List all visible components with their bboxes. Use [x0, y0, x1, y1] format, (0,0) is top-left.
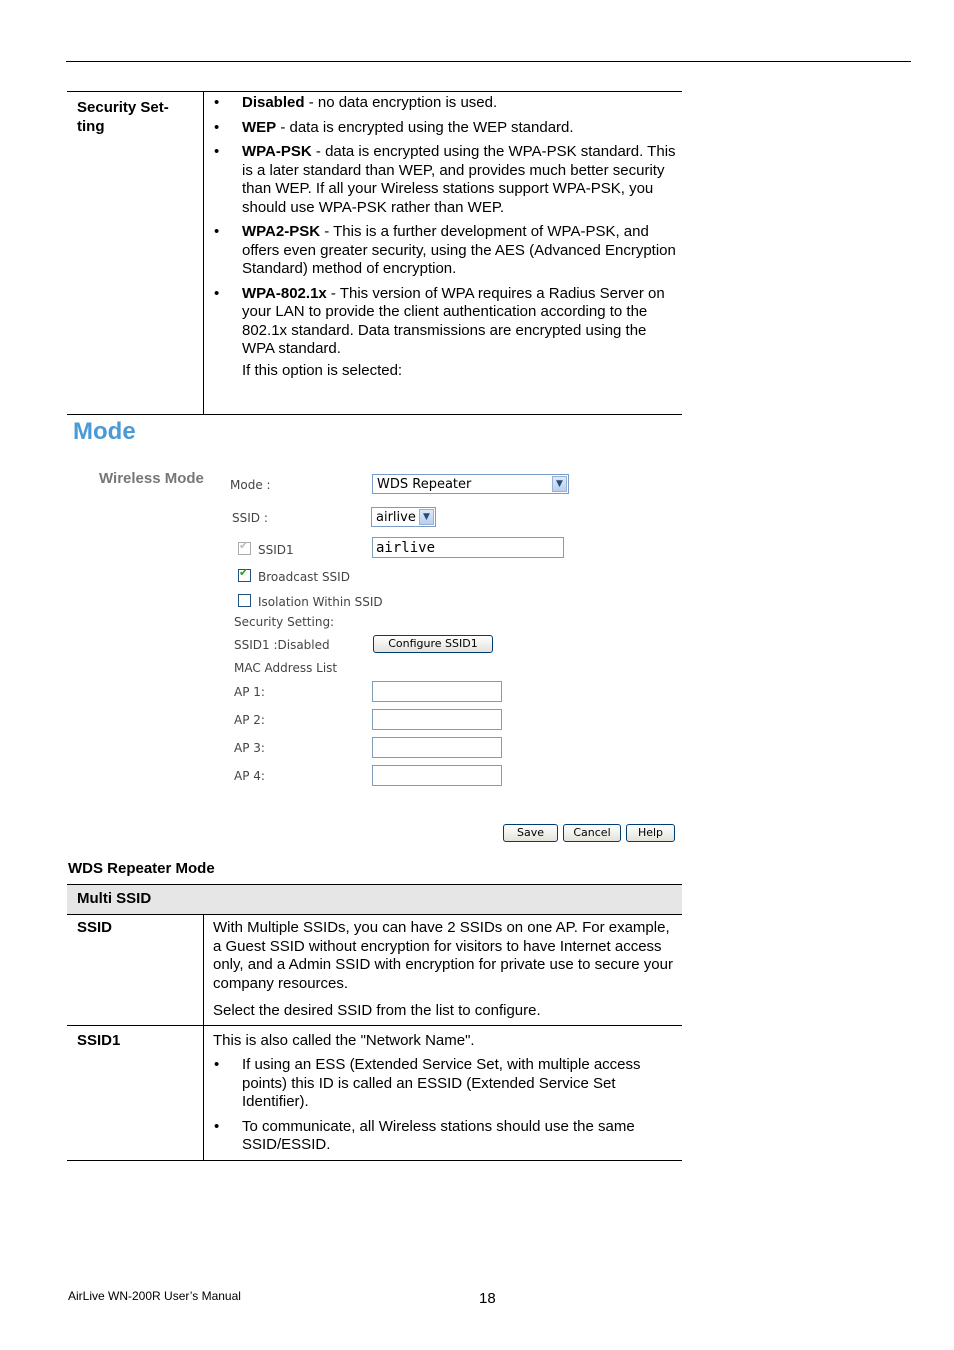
- table-header-label: Multi SSID: [77, 890, 152, 907]
- broadcast-ssid-checkbox[interactable]: [238, 569, 251, 582]
- ssid1-label: SSID1: [258, 543, 294, 557]
- chevron-down-icon[interactable]: ▼: [552, 476, 567, 492]
- security-options-list: [212, 94, 680, 365]
- configure-ssid1-button[interactable]: Configure SSID1: [373, 635, 493, 653]
- help-button[interactable]: Help: [626, 824, 675, 842]
- wireless-mode-panel-label: Wireless Mode: [99, 470, 204, 487]
- column-divider: [203, 92, 204, 414]
- ap2-label: AP 2:: [234, 713, 265, 727]
- ssid1-checkbox: [238, 542, 251, 555]
- section-title: Mode: [73, 418, 136, 445]
- list-item: • WPA-PSK - data is encrypted using the WPA-PSK standard. This is a later standard than WEP, and provides much better security than WEP. If all your Wireless stations support WPA-PSK, you should use WPA-PSK rather than WEP.: [212, 143, 680, 217]
- ap4-input[interactable]: [372, 765, 502, 786]
- ssid1-input-value: airlive: [376, 540, 436, 556]
- row-divider: [67, 1025, 682, 1026]
- ssid-select[interactable]: [371, 507, 436, 527]
- mode-select-value: WDS Repeater: [377, 477, 472, 492]
- list-item: • To communicate, all Wireless stations should use the same SSID/ESSID.: [212, 1118, 680, 1155]
- ssid1-bullets: [212, 1056, 680, 1161]
- ssid1-description: This is also called the "Network Name".: [213, 1032, 475, 1049]
- ap3-input[interactable]: [372, 737, 502, 758]
- ap4-label: AP 4:: [234, 769, 265, 783]
- ap2-input[interactable]: [372, 709, 502, 730]
- list-item: • Disabled - no data encryption is used.: [212, 94, 680, 113]
- security-setting-table: [67, 91, 682, 415]
- chevron-down-icon[interactable]: ▼: [419, 509, 434, 525]
- cancel-button[interactable]: Cancel: [563, 824, 621, 842]
- ssid-instruction: Select the desired SSID from the list to configure.: [213, 1002, 541, 1019]
- footer-manual-title: AirLive WN-200R User’s Manual: [68, 1289, 241, 1303]
- list-item: • WEP - data is encrypted using the WEP standard.: [212, 119, 680, 138]
- ssid1-status: SSID1 :Disabled: [234, 638, 330, 652]
- ssid-description: With Multiple SSIDs, you can have 2 SSIDs on one AP. For example, a Guest SSID without encryption for visitors to have Internet access only, and a Admin SSID with encryption for private use to secure your company resources.: [213, 919, 673, 992]
- mode-label: Mode :: [230, 478, 271, 492]
- trailing-note: If this option is selected:: [242, 362, 403, 379]
- table-caption: WDS Repeater Mode: [68, 860, 215, 877]
- header-rule: [66, 61, 911, 62]
- row-label-ssid1: SSID1: [77, 1032, 121, 1049]
- save-button[interactable]: Save: [503, 824, 558, 842]
- isolation-label: Isolation Within SSID: [258, 595, 383, 609]
- ssid-select-value: airlive: [376, 510, 416, 525]
- ap3-label: AP 3:: [234, 741, 265, 755]
- list-item: • If using an ESS (Extended Service Set, with multiple access points) this ID is called an ESSID (Extended Service Set Identifier).: [212, 1056, 680, 1112]
- check-icon: ✔: [239, 567, 249, 579]
- list-item: • WPA2-PSK - This is a further development of WPA-PSK, and offers even greater security, using the AES (Advanced Encryption Standard) method of encryption.: [212, 223, 680, 279]
- ssid1-input[interactable]: [372, 537, 564, 558]
- table-header: [67, 885, 682, 915]
- column-divider: [203, 915, 204, 1160]
- check-icon: ✔: [239, 540, 249, 552]
- ap1-input[interactable]: [372, 681, 502, 702]
- security-setting-label: Security Set- ting: [77, 99, 169, 135]
- ap1-label: AP 1:: [234, 685, 265, 699]
- mode-select[interactable]: [372, 474, 569, 494]
- mac-address-list-label: MAC Address List: [234, 661, 338, 675]
- row-label-ssid: SSID: [77, 919, 113, 936]
- isolation-checkbox[interactable]: [238, 594, 251, 607]
- ssid-label: SSID :: [232, 511, 268, 525]
- multi-ssid-table: [67, 884, 682, 1161]
- list-item: • WPA-802.1x - This version of WPA requires a Radius Server on your LAN to provide the client authentication according to the 802.1x standard. Data transmissions are encrypted using the WPA standard.: [212, 285, 680, 359]
- security-setting-label: Security Setting:: [234, 615, 335, 629]
- broadcast-ssid-label: Broadcast SSID: [258, 570, 350, 584]
- page-number: 18: [479, 1290, 496, 1307]
